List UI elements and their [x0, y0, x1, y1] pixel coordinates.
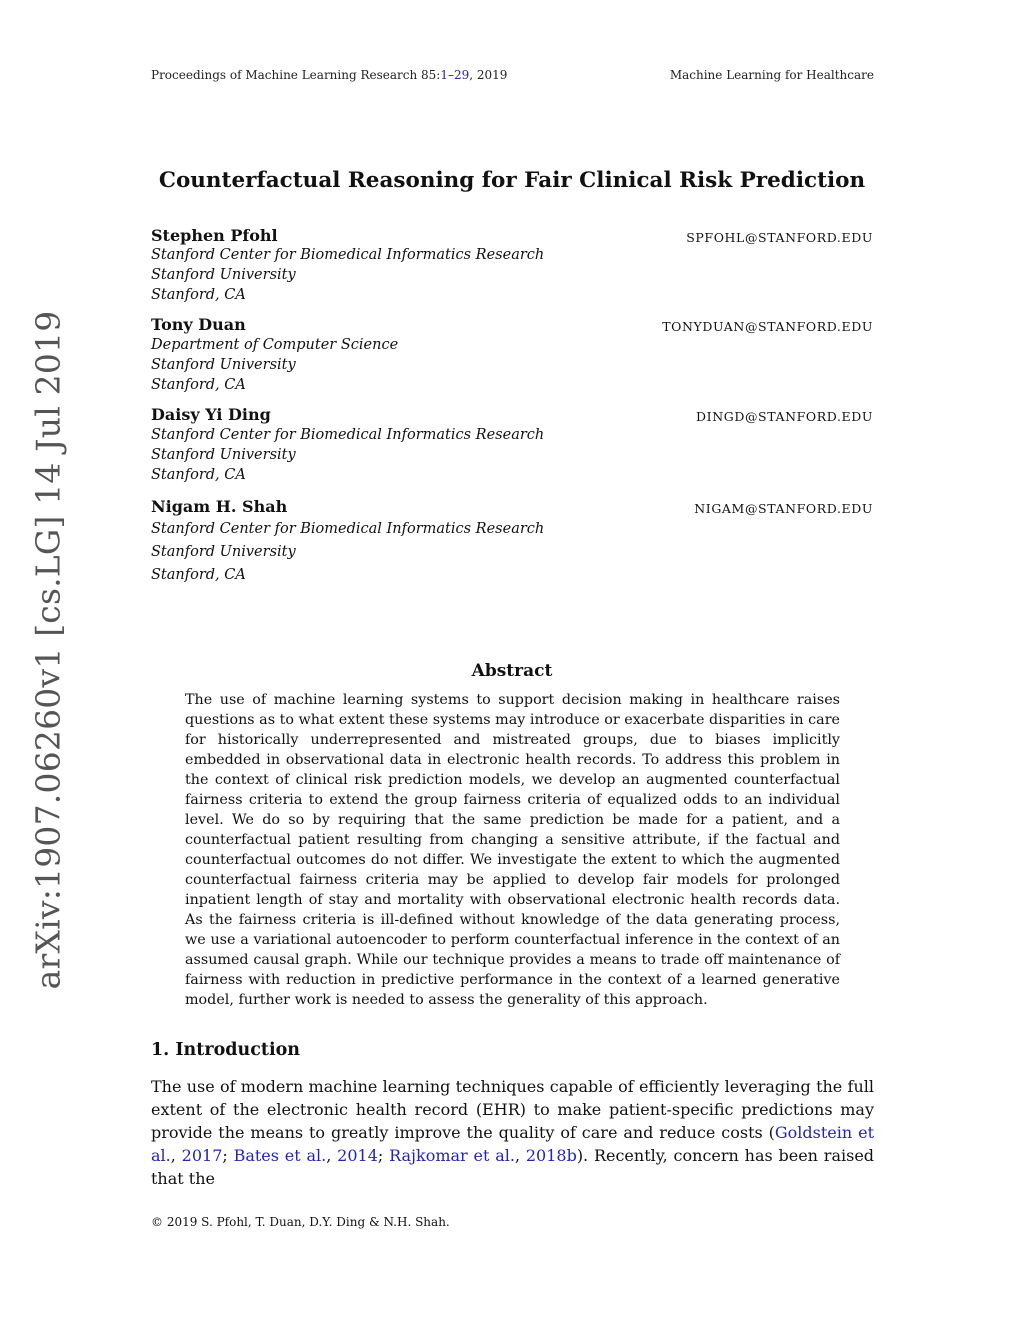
author-affiliation: Stanford Center for Biomedical Informatics Research	[151, 247, 545, 263]
author-name: Daisy Yi Ding	[151, 405, 271, 424]
author-affiliation: Stanford University	[151, 357, 296, 373]
author-email[interactable]: SPFOHL@STANFORD.EDU	[686, 230, 873, 245]
citation-bates-year[interactable]: 2014	[337, 1146, 378, 1165]
author-name: Stephen Pfohl	[151, 226, 278, 245]
citation-goldstein-year[interactable]: 2017	[181, 1146, 223, 1165]
author-affiliation: Stanford, CA	[151, 377, 246, 393]
author-name: Tony Duan	[151, 315, 246, 334]
citation-bates[interactable]: Bates et al.	[233, 1146, 327, 1165]
author-name: Nigam H. Shah	[151, 497, 288, 516]
paper-title: Counterfactual Reasoning for Fair Clinical Risk Prediction	[158, 168, 866, 193]
author-affiliation: Stanford University	[151, 544, 296, 560]
citation-rajkomar[interactable]: Rajkomar et al.	[389, 1146, 515, 1165]
author-affiliation: Stanford Center for Biomedical Informatics Research	[151, 521, 545, 537]
page-end-link[interactable]: 29	[453, 68, 470, 82]
arxiv-side-stamp: arXiv:1907.06260v1 [cs.LG] 14 Jul 2019	[28, 310, 68, 990]
citation-goldstein[interactable]: Goldstein et al.	[151, 1123, 874, 1165]
page-start-link[interactable]: 1	[440, 68, 448, 82]
abstract-text: The use of machine learning systems to support decision making in healthcare raises questions as to what extent these systems may introduce or exacerbate disparities in care for historically underrepresented and mistreated groups, due to biases implicitly embedded in observational data in electronic health records. To address this problem in the context of clinical risk prediction models, we develop an augmented counterfactual fairness criteria to extend the group fairness criteria of equalized odds to an individual level. We do so by requiring that the same prediction be made for a patient, and a counterfactual patient resulting from changing a sensitive attribute, if the factual and counterfactual outcomes do not differ. We investigate the extent to which the augmented counterfactual fairness criteria may be applied to develop fair models for prolonged inpatient length of stay and mortality with observational electronic health records data. As the fairness criteria is ill-defined without knowledge of the data generating process, we use a variational autoencoder to perform counterfactual inference in the context of an assumed causal graph. While our technique provides a means to trade off maintenance of fairness with reduction in predictive performance in the context of a learned generative model, further work is needed to assess the generality of this approach.	[185, 692, 840, 1008]
citation-rajkomar-year[interactable]: 2018b	[525, 1146, 577, 1165]
copyright-footer: © 2019 S. Pfohl, T. Duan, D.Y. Ding & N.H. Shah.	[151, 1215, 450, 1229]
author-affiliation: Stanford, CA	[151, 287, 246, 303]
author-email[interactable]: NIGAM@STANFORD.EDU	[694, 501, 873, 516]
author-affiliation: Stanford University	[151, 447, 296, 463]
author-affiliation: Stanford Center for Biomedical Informatics Research	[151, 427, 545, 443]
abstract-heading: Abstract	[471, 661, 553, 681]
author-affiliation: Stanford, CA	[151, 567, 246, 583]
author-affiliation: Stanford, CA	[151, 467, 246, 483]
author-email[interactable]: TONYDUAN@STANFORD.EDU	[662, 319, 873, 334]
section-heading-introduction: 1. Introduction	[151, 1040, 300, 1060]
author-email[interactable]: DINGD@STANFORD.EDU	[696, 409, 873, 424]
running-header-left: Proceedings of Machine Learning Research 85:1–29, 2019	[151, 68, 508, 82]
running-header-right: Machine Learning for Healthcare	[669, 68, 874, 82]
author-affiliation: Department of Computer Science	[151, 337, 399, 353]
author-affiliation: Stanford University	[151, 267, 296, 283]
introduction-paragraph: The use of modern machine learning techniques capable of efficiently leveraging the full extent of the electronic health record (EHR) to make patient-specific predictions may provide the means to greatly improve the quality of care and reduce costs (Goldstein et al., 2017; Bates et al., 2014; Rajkomar et al., 2018b). Recently, concern has been raised that the	[151, 1077, 875, 1188]
